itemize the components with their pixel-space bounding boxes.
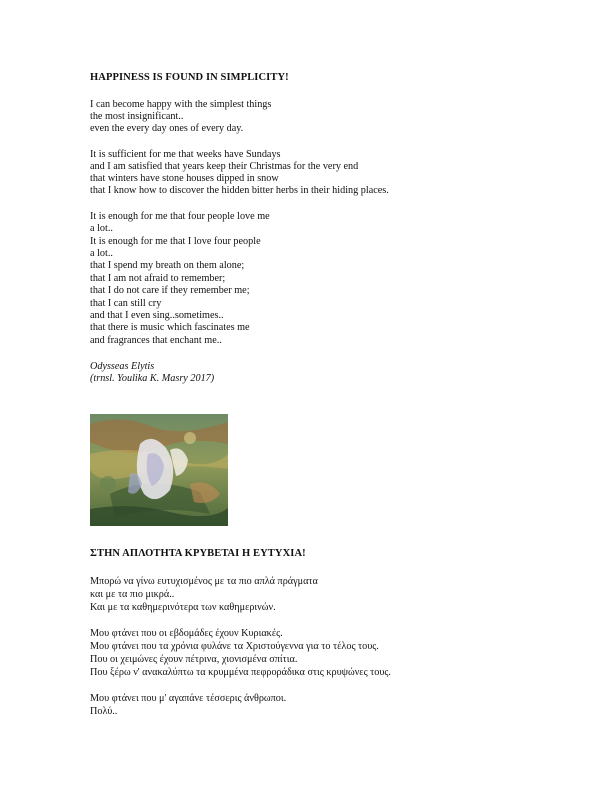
english-title: HAPPINESS IS FOUND IN SIMPLICITY! — [90, 72, 289, 83]
poem-line: and fragrances that enchant me.. — [90, 335, 222, 346]
poem-line: Μου φτάνει που τα χρόνια φυλάνε τα Χριστούγεννα για το τέλος τους. — [90, 641, 379, 652]
poem-line: even the every day ones of every day. — [90, 123, 244, 134]
poem-line: a lot.. — [90, 248, 113, 259]
poem-line: Μου φτάνει που οι εβδομάδες έχουν Κυριακές. — [90, 628, 283, 639]
poem-line: and that I even sing..sometimes.. — [90, 310, 224, 321]
poem-line: It is sufficient for me that weeks have Sundays — [90, 149, 281, 160]
poem-line: that winters have stone houses dipped in snow — [90, 173, 279, 184]
poem-line: the most insignificant.. — [90, 111, 184, 122]
poem-line: Και με τα καθημερινότερα των καθημερινών. — [90, 602, 276, 613]
poem-line: It is enough for me that four people love me — [90, 211, 270, 222]
author-name: Odysseas Elytis — [90, 361, 155, 372]
poem-line: Που οι χειμώνες έχουν πέτρινα, χιονισμένα σπίτια. — [90, 654, 298, 665]
poem-line: and I am satisfied that years keep their Christmas for the very end — [90, 161, 359, 172]
poem-line: I can become happy with the simplest things — [90, 99, 272, 110]
painting-image — [90, 414, 228, 526]
poem-line: Μου φτάνει που μ' αγαπάνε τέσσερις άνθρωποι. — [90, 693, 287, 704]
poem-line: Που ξέρω ν' ανακαλύπτω τα κρυμμένα πεφροράδικα στις κρυψώνες τους. — [90, 667, 391, 678]
greek-title: ΣΤΗΝ ΑΠΛΟΤΗΤΑ ΚΡΥΒΕΤΑΙ Η ΕΥΤΥΧΙΑ! — [90, 548, 306, 559]
poem-line: that I do not care if they remember me; — [90, 285, 250, 296]
translation-credit: (trnsl. Youlika K. Masry 2017) — [90, 373, 215, 384]
poem-line: It is enough for me that I love four people — [90, 236, 261, 247]
poem-line: a lot.. — [90, 223, 113, 234]
poem-line: that I spend my breath on them alone; — [90, 260, 245, 271]
poem-line: that there is music which fascinates me — [90, 322, 250, 333]
poem-line: that I am not afraid to remember; — [90, 273, 226, 284]
poem-line: Πολύ.. — [90, 706, 118, 717]
poem-line: και με τα πιο μικρά.. — [90, 589, 175, 600]
poem-line: that I know how to discover the hidden bitter herbs in their hiding places. — [90, 185, 389, 196]
poem-line: Μπορώ να γίνω ευτυχισμένος με τα πιο απλά πράγματα — [90, 576, 318, 587]
poem-line: that I can still cry — [90, 298, 162, 309]
